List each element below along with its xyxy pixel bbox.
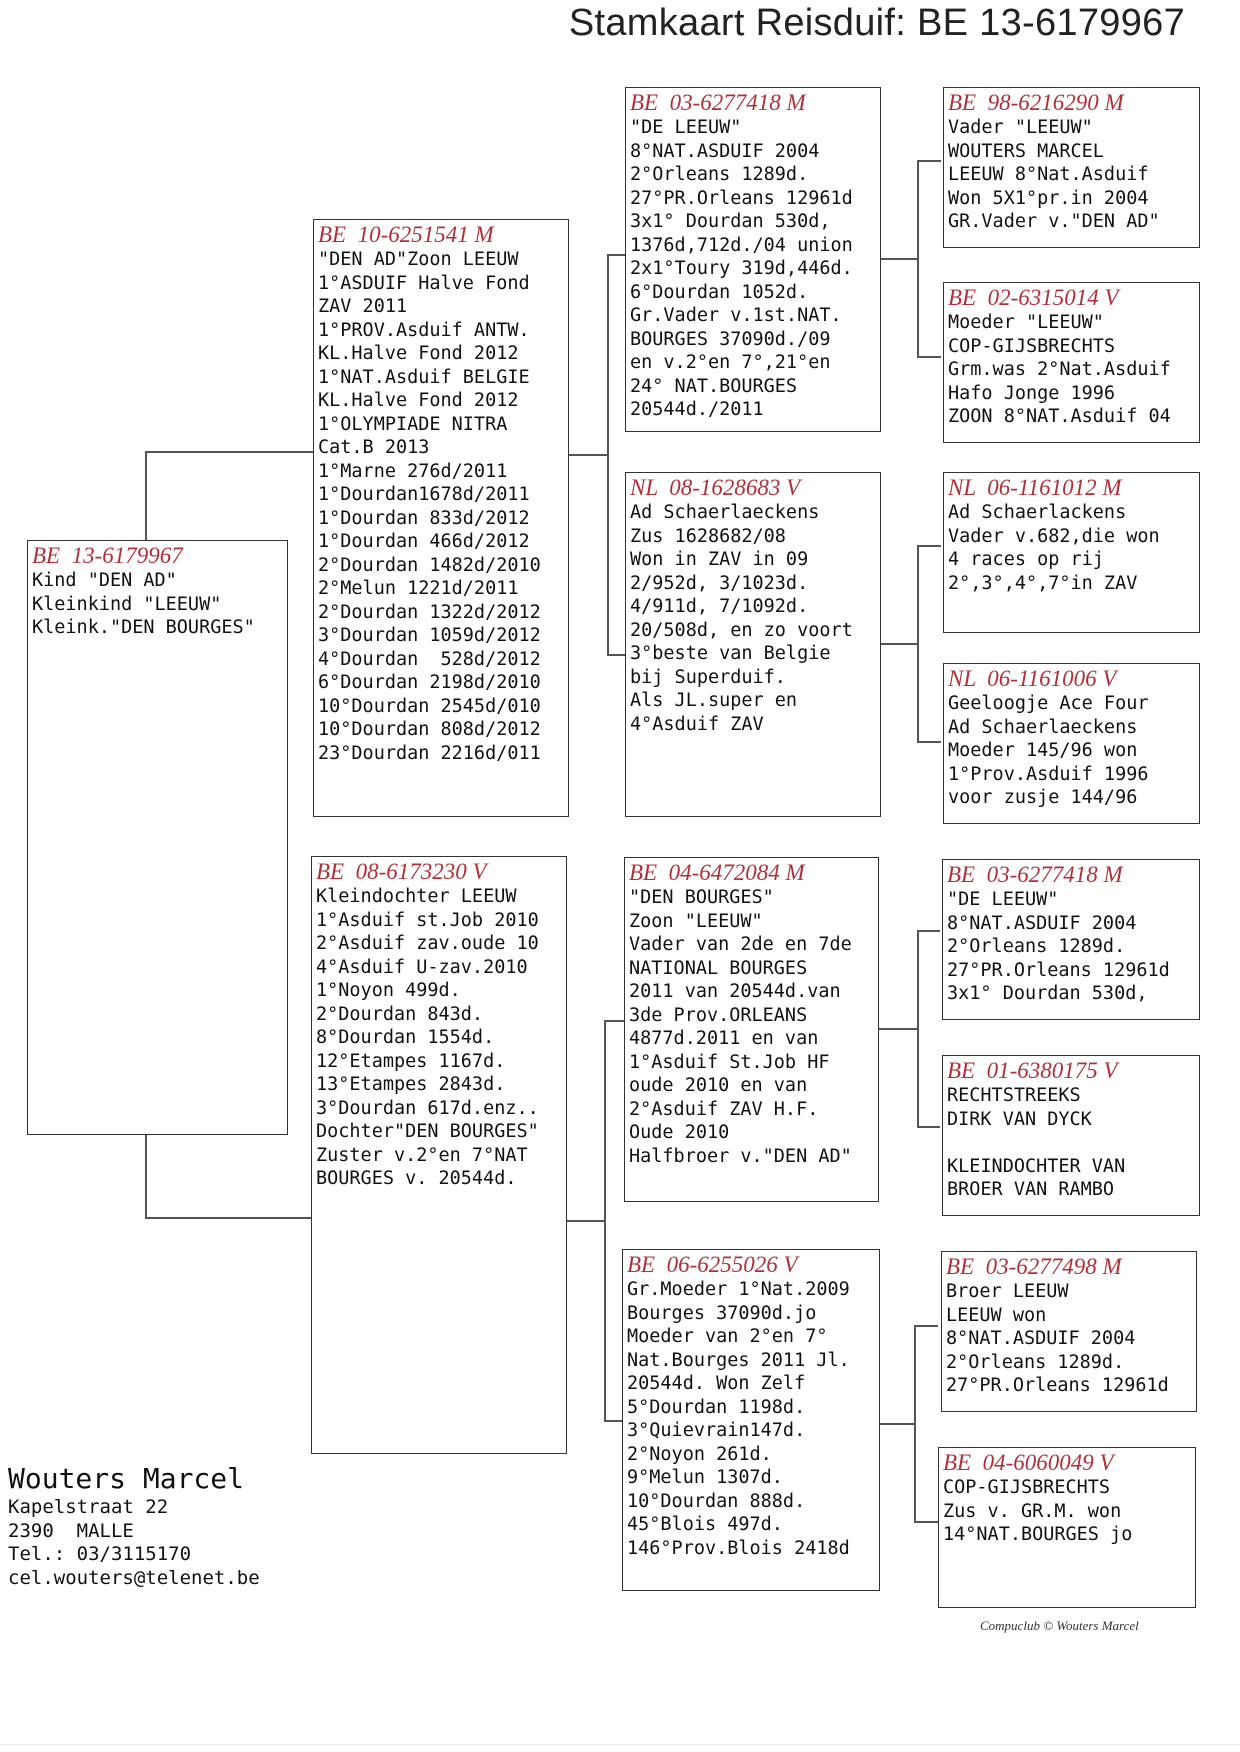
note-line: 1°Asduif st.Job 2010 xyxy=(316,909,539,931)
note-line: Nat.Bourges 2011 Jl. xyxy=(627,1349,850,1371)
ring-number: BE 13-6179967 xyxy=(32,543,183,568)
note-line: Vader van 2de en 7de xyxy=(629,934,852,955)
note-line: 2°Asduif zav.oude 10 xyxy=(316,933,539,954)
note-line: Als JL.super en xyxy=(630,690,798,711)
note-line: 6°Dourdan 1052d. xyxy=(630,281,809,303)
note-line: 45°Blois 497d. xyxy=(627,1514,783,1535)
ring-number: BE 02-6315014 V xyxy=(948,285,1119,310)
note-line: KL.Halve Fond 2012 xyxy=(318,390,519,411)
note-line: 1°PROV.Asduif ANTW. xyxy=(318,319,530,341)
note-line: Kleindochter LEEUW xyxy=(316,886,517,907)
note-line: Geeloogje Ace Four xyxy=(948,693,1149,714)
note-line: Zoon "LEEUW" xyxy=(629,910,763,932)
owner-city: 2390 MALLE xyxy=(8,1519,134,1542)
note-line: 3x1° Dourdan 530d, xyxy=(630,211,831,232)
note-line: 1°Noyon 499d. xyxy=(316,980,461,1001)
note-line: GR.Vader v."DEN AD" xyxy=(948,211,1160,232)
pigeon-notes xyxy=(32,569,283,640)
note-line: 5°Dourdan 1198d. xyxy=(627,1396,806,1418)
note-line: 2011 van 20544d.van xyxy=(629,981,841,1002)
note-line: 1°NAT.Asduif BELGIE xyxy=(318,366,530,388)
note-line: 2°Orleans 1289d. xyxy=(947,936,1126,957)
pigeon-notes xyxy=(943,1476,1191,1547)
note-line: NATIONAL BOURGES xyxy=(629,957,808,979)
note-line: 2°Melun 1221d/2011 xyxy=(318,578,519,599)
note-line: 4°Asduif ZAV xyxy=(630,713,764,735)
note-line: Hafo Jonge 1996 xyxy=(948,382,1116,404)
note-line: 1°Marne 276d/2011 xyxy=(318,460,508,482)
note-line: Vader v.682,die won xyxy=(948,525,1160,547)
note-line: 3°Dourdan 1059d/2012 xyxy=(318,625,541,646)
owner-address: Kapelstraat 22 xyxy=(8,1496,169,1518)
note-line: 4 races op rij xyxy=(948,549,1104,570)
page-title: Stamkaart Reisduif: BE 13-6179967 xyxy=(568,2,1185,44)
note-line: 10°Dourdan 888d. xyxy=(627,1490,806,1512)
note-line: Won in ZAV in 09 xyxy=(630,549,809,570)
note-line: BOURGES v. 20544d. xyxy=(316,1168,517,1189)
note-line: RECHTSTREEKS xyxy=(947,1085,1081,1106)
pigeon-notes xyxy=(948,692,1195,810)
pigeon-card-ggparent-8 xyxy=(938,1447,1196,1608)
note-line: 8°NAT.ASDUIF 2004 xyxy=(947,912,1137,934)
note-line: 3de Prov.ORLEANS xyxy=(629,1004,808,1026)
note-line: Broer LEEUW xyxy=(946,1281,1069,1302)
pigeon-notes xyxy=(627,1278,875,1560)
note-line xyxy=(947,1131,1195,1155)
pigeon-card-ggparent-6 xyxy=(942,1055,1200,1216)
note-line: 14°NAT.BOURGES jo xyxy=(943,1524,1133,1545)
note-line: 2°,3°,4°,7°in ZAV xyxy=(948,572,1138,594)
note-line: 27°PR.Orleans 12961d xyxy=(630,187,853,209)
note-line: 4877d.2011 en van xyxy=(629,1028,819,1049)
note-line: 23°Dourdan 2216d/011 xyxy=(318,742,541,764)
note-line: 9°Melun 1307d. xyxy=(627,1467,783,1488)
pigeon-card-maternal-grandfather xyxy=(624,857,879,1202)
note-line: Kleinkind "LEEUW" xyxy=(32,593,222,615)
pigeon-card-ggparent-5 xyxy=(942,859,1200,1020)
ring-number: BE 03-6277418 M xyxy=(947,862,1123,887)
note-line: voor zusje 144/96 xyxy=(948,787,1138,808)
note-line: 2°Orleans 1289d. xyxy=(946,1351,1125,1373)
ring-number: NL 08-1628683 V xyxy=(630,475,801,500)
note-line: Ad Schaerlaeckens xyxy=(630,502,820,523)
pigeon-card-ggparent-7 xyxy=(941,1251,1197,1412)
pigeon-notes xyxy=(630,501,876,736)
pigeon-notes xyxy=(948,116,1195,234)
note-line: 2°Dourdan 1482d/2010 xyxy=(318,554,541,576)
note-line: 3°Quievrain147d. xyxy=(627,1420,806,1441)
note-line: 8°NAT.ASDUIF 2004 xyxy=(630,140,820,162)
ring-number: BE 10-6251541 M xyxy=(318,222,494,247)
note-line: Vader "LEEUW" xyxy=(948,117,1093,138)
owner-block xyxy=(8,1462,260,1590)
pigeon-notes xyxy=(318,248,564,765)
note-line: 6°Dourdan 2198d/2010 xyxy=(318,672,541,693)
note-line: 20544d. Won Zelf xyxy=(627,1373,806,1394)
ring-number: BE 08-6173230 V xyxy=(316,859,487,884)
note-line: Cat.B 2013 xyxy=(318,437,430,458)
note-line: 13°Etampes 2843d. xyxy=(316,1074,506,1095)
note-line: 27°PR.Orleans 12961d xyxy=(946,1375,1169,1396)
note-line: Moeder "LEEUW" xyxy=(948,312,1104,333)
note-line: 8°Dourdan 1554d. xyxy=(316,1027,495,1048)
note-line: BROER VAN RAMBO xyxy=(947,1179,1115,1200)
note-line: "DE LEEUW" xyxy=(947,889,1059,910)
note-line: WOUTERS MARCEL xyxy=(948,140,1104,162)
note-line: 3°beste van Belgie xyxy=(630,643,831,664)
pigeon-notes xyxy=(946,1280,1192,1398)
note-line: 1°ASDUIF Halve Fond xyxy=(318,272,530,294)
note-line: Gr.Vader v.1st.NAT. xyxy=(630,305,842,326)
note-line: oude 2010 en van xyxy=(629,1075,808,1096)
page-edge-divider xyxy=(0,1744,1240,1745)
note-line: Moeder 145/96 won xyxy=(948,740,1138,761)
ring-number: BE 04-6060049 V xyxy=(943,1450,1114,1475)
note-line: Gr.Moeder 1°Nat.2009 xyxy=(627,1279,850,1300)
pigeon-notes xyxy=(629,886,874,1168)
note-line: COP-GIJSBRECHTS xyxy=(948,335,1116,357)
note-line: 10°Dourdan 808d/2012 xyxy=(318,719,541,740)
pigeon-card-ggparent-1 xyxy=(943,87,1200,248)
pigeon-notes xyxy=(947,1084,1195,1202)
note-line: Oude 2010 xyxy=(629,1122,730,1143)
note-line: 2°Asduif ZAV H.F. xyxy=(629,1098,819,1120)
note-line: Zuster v.2°en 7°NAT xyxy=(316,1144,528,1166)
note-line: "DEN AD"Zoon LEEUW xyxy=(318,249,519,270)
note-line: en v.2°en 7°,21°en xyxy=(630,352,831,373)
note-line: 10°Dourdan 2545d/010 xyxy=(318,695,541,717)
note-line: LEEUW 8°Nat.Asduif xyxy=(948,164,1149,185)
note-line: 1°Dourdan 466d/2012 xyxy=(318,531,530,552)
note-line: BOURGES 37090d./09 xyxy=(630,328,831,350)
note-line: 2°Dourdan 1322d/2012 xyxy=(318,601,541,623)
note-line: 27°PR.Orleans 12961d xyxy=(947,959,1170,981)
ring-number: BE 03-6277418 M xyxy=(630,90,806,115)
ring-number: BE 04-6472084 M xyxy=(629,860,805,885)
note-line: KL.Halve Fond 2012 xyxy=(318,343,519,364)
ring-number: NL 06-1161012 M xyxy=(948,475,1122,500)
ring-number: BE 06-6255026 V xyxy=(627,1252,798,1277)
note-line: 4°Dourdan 528d/2012 xyxy=(318,648,541,670)
note-line: 1°OLYMPIADE NITRA xyxy=(318,413,508,435)
note-line: 146°Prov.Blois 2418d xyxy=(627,1537,850,1559)
note-line: Zus 1628682/08 xyxy=(630,525,786,547)
pigeon-card-ggparent-4 xyxy=(943,663,1200,824)
note-line: "DE LEEUW" xyxy=(630,117,742,138)
note-line: 2/952d, 3/1023d. xyxy=(630,572,809,594)
pigeon-notes xyxy=(948,501,1195,595)
pigeon-notes xyxy=(316,885,562,1191)
note-line: 20/508d, en zo voort xyxy=(630,619,853,641)
pigeon-card-mother xyxy=(311,856,567,1454)
note-line: ZAV 2011 xyxy=(318,296,408,317)
note-line: 3x1° Dourdan 530d, xyxy=(947,983,1148,1004)
note-line: 1°Dourdan 833d/2012 xyxy=(318,507,530,529)
note-line: 1°Prov.Asduif 1996 xyxy=(948,763,1149,785)
ring-number: BE 03-6277498 M xyxy=(946,1254,1122,1279)
note-line: 24° NAT.BOURGES xyxy=(630,375,798,397)
note-line: Moeder van 2°en 7° xyxy=(627,1326,828,1347)
note-line: DIRK VAN DYCK xyxy=(947,1108,1092,1130)
note-line: 4°Asduif U-zav.2010 xyxy=(316,956,528,978)
note-line: Grm.was 2°Nat.Asduif xyxy=(948,359,1171,380)
note-line: 3°Dourdan 617d.enz.. xyxy=(316,1097,539,1119)
pigeon-notes xyxy=(947,888,1195,1006)
note-line: Ad Schaerlackens xyxy=(948,502,1127,523)
note-line: Won 5X1°pr.in 2004 xyxy=(948,187,1149,209)
pigeon-card-ggparent-2 xyxy=(943,282,1200,443)
note-line: 1376d,712d./04 union xyxy=(630,234,853,256)
ring-number: NL 06-1161006 V xyxy=(948,666,1117,691)
note-line: Halfbroer v."DEN AD" xyxy=(629,1145,852,1167)
note-line: Kleink."DEN BOURGES" xyxy=(32,617,255,638)
note-line: 4/911d, 7/1092d. xyxy=(630,596,809,617)
note-line: 1°Asduif St.Job HF xyxy=(629,1051,830,1073)
note-line: 1°Dourdan1678d/2011 xyxy=(318,484,530,505)
ring-number: BE 98-6216290 M xyxy=(948,90,1124,115)
note-line: Zus v. GR.M. won xyxy=(943,1500,1122,1522)
note-line: 2°Noyon 261d. xyxy=(627,1443,772,1465)
note-line: 2x1°Toury 319d,446d. xyxy=(630,258,853,279)
note-line: KLEINDOCHTER VAN xyxy=(947,1155,1126,1177)
pigeon-card-father xyxy=(313,219,569,817)
note-line: bij Superduif. xyxy=(630,666,786,688)
note-line: Ad Schaerlaeckens xyxy=(948,716,1138,738)
note-line: LEEUW won xyxy=(946,1304,1047,1326)
note-line: Bourges 37090d.jo xyxy=(627,1302,817,1324)
pigeon-card-maternal-grandmother xyxy=(622,1249,880,1591)
note-line: COP-GIJSBRECHTS xyxy=(943,1477,1111,1498)
note-line: 2°Dourdan 843d. xyxy=(316,1003,484,1025)
note-line: 8°NAT.ASDUIF 2004 xyxy=(946,1328,1136,1349)
note-line: Dochter"DEN BOURGES" xyxy=(316,1121,539,1142)
pigeon-notes xyxy=(630,116,876,422)
owner-email: cel.wouters@telenet.be xyxy=(8,1566,260,1589)
note-line: Kind "DEN AD" xyxy=(32,570,177,591)
note-line: ZOON 8°NAT.Asduif 04 xyxy=(948,406,1171,427)
note-line: 12°Etampes 1167d. xyxy=(316,1050,506,1072)
footer-credit: Compuclub © Wouters Marcel xyxy=(980,1618,1139,1633)
note-line: 20544d./2011 xyxy=(630,399,764,420)
pigeon-card-paternal-grandmother xyxy=(625,472,881,817)
owner-phone: Tel.: 03/3115170 xyxy=(8,1543,192,1565)
pigeon-card-subject xyxy=(27,540,288,1135)
pigeon-card-ggparent-3 xyxy=(943,472,1200,633)
ring-number: BE 01-6380175 V xyxy=(947,1058,1118,1083)
note-line: "DEN BOURGES" xyxy=(629,887,774,908)
note-line: 2°Orleans 1289d. xyxy=(630,164,809,185)
owner-name: Wouters Marcel xyxy=(8,1462,245,1495)
pigeon-card-paternal-grandfather xyxy=(625,87,881,432)
pigeon-notes xyxy=(948,311,1195,429)
